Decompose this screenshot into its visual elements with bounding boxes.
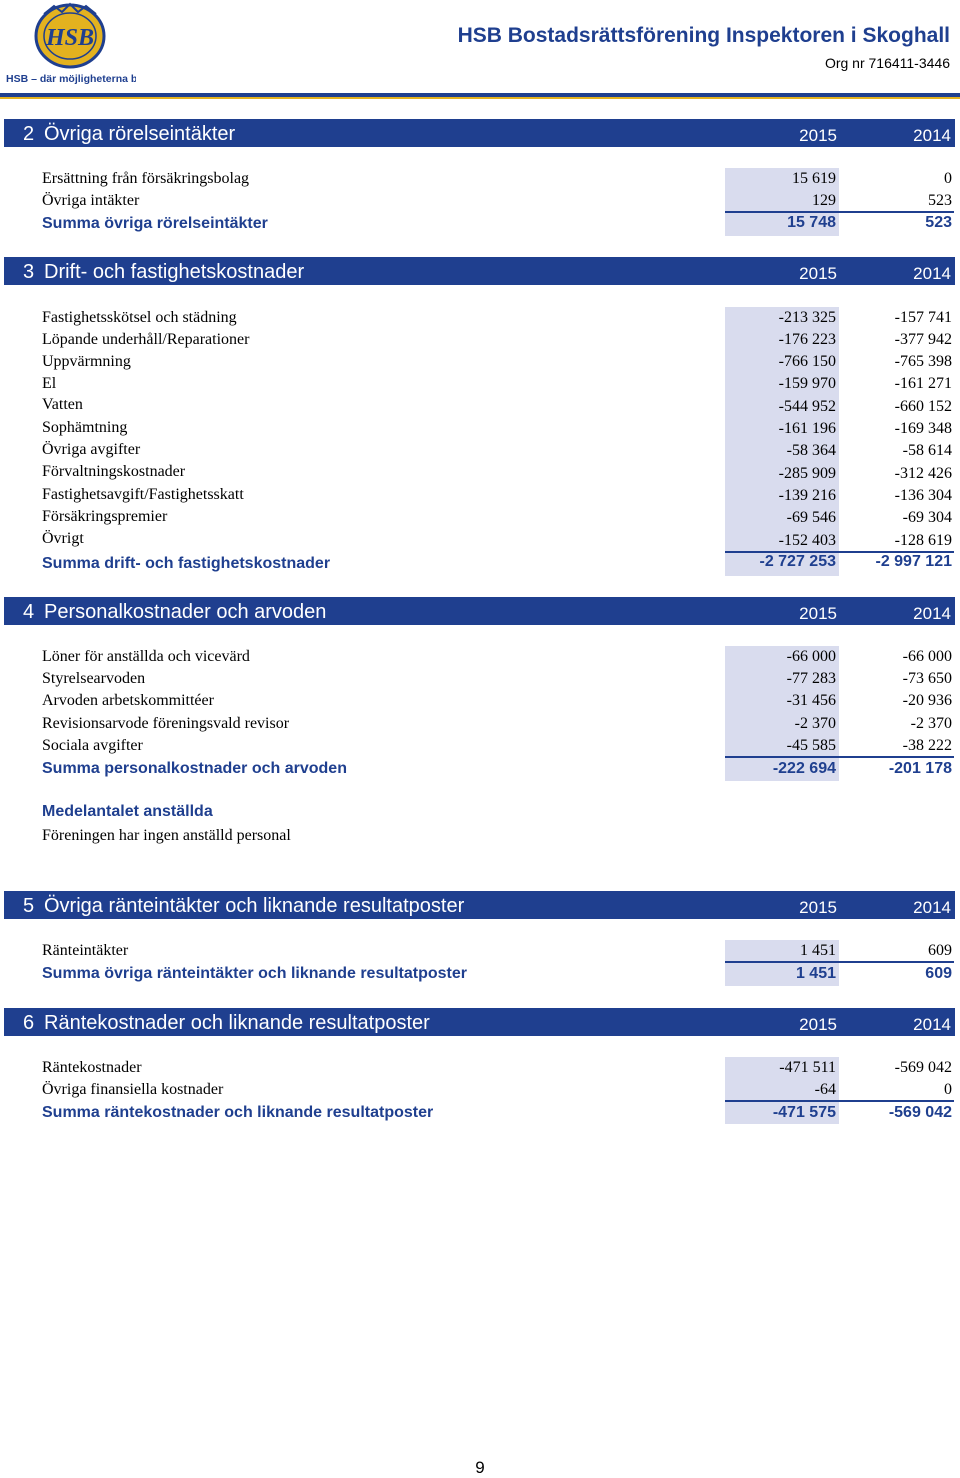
row-label: Räntekostnader: [42, 1059, 142, 1076]
row-label: Styrelsearvoden: [42, 670, 146, 687]
row-label: El: [42, 375, 57, 392]
hsb-logo: [4, 2, 136, 86]
row-label: Arvoden arbetskommittéer: [42, 692, 214, 709]
section-title: Övriga rörelseintäkter: [44, 123, 236, 145]
value-2015: -152 403: [778, 532, 836, 549]
value-2014: -765 398: [894, 353, 952, 370]
section-4-header: [4, 597, 955, 625]
section-title: Personalkostnader och arvoden: [44, 601, 327, 623]
sum-2014: -201 178: [888, 760, 952, 777]
row-label: Löpande underhåll/Reparationer: [42, 331, 250, 348]
value-2014: -377 942: [894, 331, 952, 348]
year-previous: 2014: [913, 898, 951, 917]
value-2014: -660 152: [894, 398, 952, 415]
value-2015: -66 000: [786, 648, 836, 665]
row-label: Sociala avgifter: [42, 737, 143, 754]
sum-label: Summa övriga ränteintäkter och liknande resultatposter: [42, 965, 468, 982]
sum-label: Summa räntekostnader och liknande resultatposter: [42, 1104, 434, 1121]
value-2014: -20 936: [902, 692, 952, 709]
value-2014: -161 271: [894, 375, 952, 392]
sum-2014: -569 042: [888, 1104, 952, 1121]
row-label: Övrigt: [42, 530, 84, 547]
row-label: Försäkringspremier: [42, 508, 168, 525]
header-rule-gold: [0, 97, 960, 99]
sum-2015: -2 727 253: [759, 553, 836, 570]
sum-2014: -2 997 121: [875, 553, 952, 570]
value-2015: 15 619: [792, 170, 836, 187]
row-label: Övriga finansiella kostnader: [42, 1081, 224, 1098]
value-2014: -66 000: [902, 648, 952, 665]
year-current: 2015: [799, 264, 837, 283]
note-text: Föreningen har ingen anställd personal: [42, 827, 291, 844]
value-2015: -77 283: [786, 670, 836, 687]
note-heading: Medelantalet anställda: [42, 803, 213, 820]
sum-label: Summa personalkostnader och arvoden: [42, 760, 347, 777]
row-label: Förvaltningskostnader: [42, 463, 186, 480]
value-2014: 609: [928, 942, 952, 959]
value-2015: -31 456: [786, 692, 836, 709]
value-2014: -569 042: [894, 1059, 952, 1076]
row-label: Vatten: [42, 396, 83, 413]
value-2014: -157 741: [894, 309, 952, 326]
section-number: 3: [23, 261, 35, 283]
row-label: Uppvärmning: [42, 353, 131, 370]
row-label: Fastighetsavgift/Fastighetsskatt: [42, 486, 244, 503]
year-previous: 2014: [913, 1015, 951, 1034]
sum-2015: 1 451: [795, 965, 836, 982]
value-2015: -471 511: [779, 1059, 836, 1076]
value-2014: 0: [944, 170, 952, 187]
year-current: 2015: [799, 126, 837, 145]
value-2014: 523: [928, 192, 952, 209]
value-2015: 1 451: [800, 942, 836, 959]
sum-2015: -471 575: [772, 1104, 836, 1121]
value-2015: -139 216: [778, 487, 836, 504]
value-2015: -285 909: [778, 465, 836, 482]
org-number: Org nr 716411-3446: [824, 55, 950, 71]
section-5-header: [4, 891, 955, 919]
year-current: 2015: [799, 1015, 837, 1034]
row-label: Ränteintäkter: [42, 942, 129, 959]
value-2014: -128 619: [894, 532, 952, 549]
value-2014: -312 426: [894, 465, 952, 482]
sum-label: Summa drift- och fastighetskostnader: [42, 555, 331, 572]
section-6-header: [4, 1008, 955, 1036]
row-label: Ersättning från försäkringsbolag: [42, 170, 250, 187]
year-current: 2015: [799, 604, 837, 623]
year-previous: 2014: [913, 604, 951, 623]
value-2015: -45 585: [786, 737, 836, 754]
value-2014: -69 304: [902, 509, 952, 526]
value-2014: -73 650: [902, 670, 952, 687]
section-number: 4: [23, 601, 35, 623]
logo-tagline: HSB – där möjligheterna bor: [6, 73, 136, 85]
section-title: Övriga ränteintäkter och liknande resultatposter: [44, 895, 465, 917]
section-title: Räntekostnader och liknande resultatposter: [44, 1012, 430, 1034]
sum-underline: [725, 756, 954, 758]
year-current: 2015: [799, 898, 837, 917]
value-2015: -2 370: [794, 715, 836, 732]
year-previous: 2014: [913, 126, 951, 145]
row-label: Övriga intäkter: [42, 192, 140, 209]
value-2014: -2 370: [910, 715, 952, 732]
sum-underline: [725, 961, 954, 963]
section-number: 5: [23, 895, 35, 917]
page-number: 9: [475, 1458, 485, 1477]
section-number: 6: [23, 1012, 35, 1034]
row-label: Fastighetsskötsel och städning: [42, 309, 237, 326]
value-2014: -169 348: [894, 420, 952, 437]
value-2015: -161 196: [778, 420, 836, 437]
value-2015: -544 952: [778, 398, 836, 415]
row-label: Revisionsarvode föreningsvald revisor: [42, 715, 290, 732]
sum-2015: -222 694: [772, 760, 836, 777]
section-number: 2: [23, 123, 35, 145]
value-2015: -159 970: [778, 375, 836, 392]
logo-text: HSB: [45, 25, 95, 51]
sum-2015: 15 748: [787, 214, 836, 231]
sum-label: Summa övriga rörelseintäkter: [42, 215, 268, 232]
value-2015: -58 364: [786, 442, 836, 459]
document-title: HSB Bostadsrättsförening Inspektoren i Skoghall: [457, 24, 950, 47]
value-2014: 0: [944, 1081, 952, 1098]
row-label: Övriga avgifter: [42, 441, 141, 458]
value-2015: 129: [812, 192, 836, 209]
year-previous: 2014: [913, 264, 951, 283]
value-2014: -136 304: [894, 487, 952, 504]
section-title: Drift- och fastighetskostnader: [44, 261, 305, 283]
row-label: Sophämtning: [42, 419, 128, 436]
value-2014: -58 614: [902, 442, 952, 459]
value-2015: -176 223: [778, 331, 836, 348]
section-2-header: [4, 119, 955, 147]
section-3-header: [4, 257, 955, 285]
sum-2014: 609: [925, 965, 952, 982]
value-2015: -64: [814, 1081, 836, 1098]
value-2015: -213 325: [778, 309, 836, 326]
row-label: Löner för anställda och vicevärd: [42, 648, 250, 665]
value-2015: -69 546: [786, 509, 836, 526]
sum-2014: 523: [925, 214, 952, 231]
value-2014: -38 222: [902, 737, 952, 754]
value-2015: -766 150: [778, 353, 836, 370]
sum-underline: [725, 1100, 954, 1102]
sum-underline: [725, 211, 954, 213]
